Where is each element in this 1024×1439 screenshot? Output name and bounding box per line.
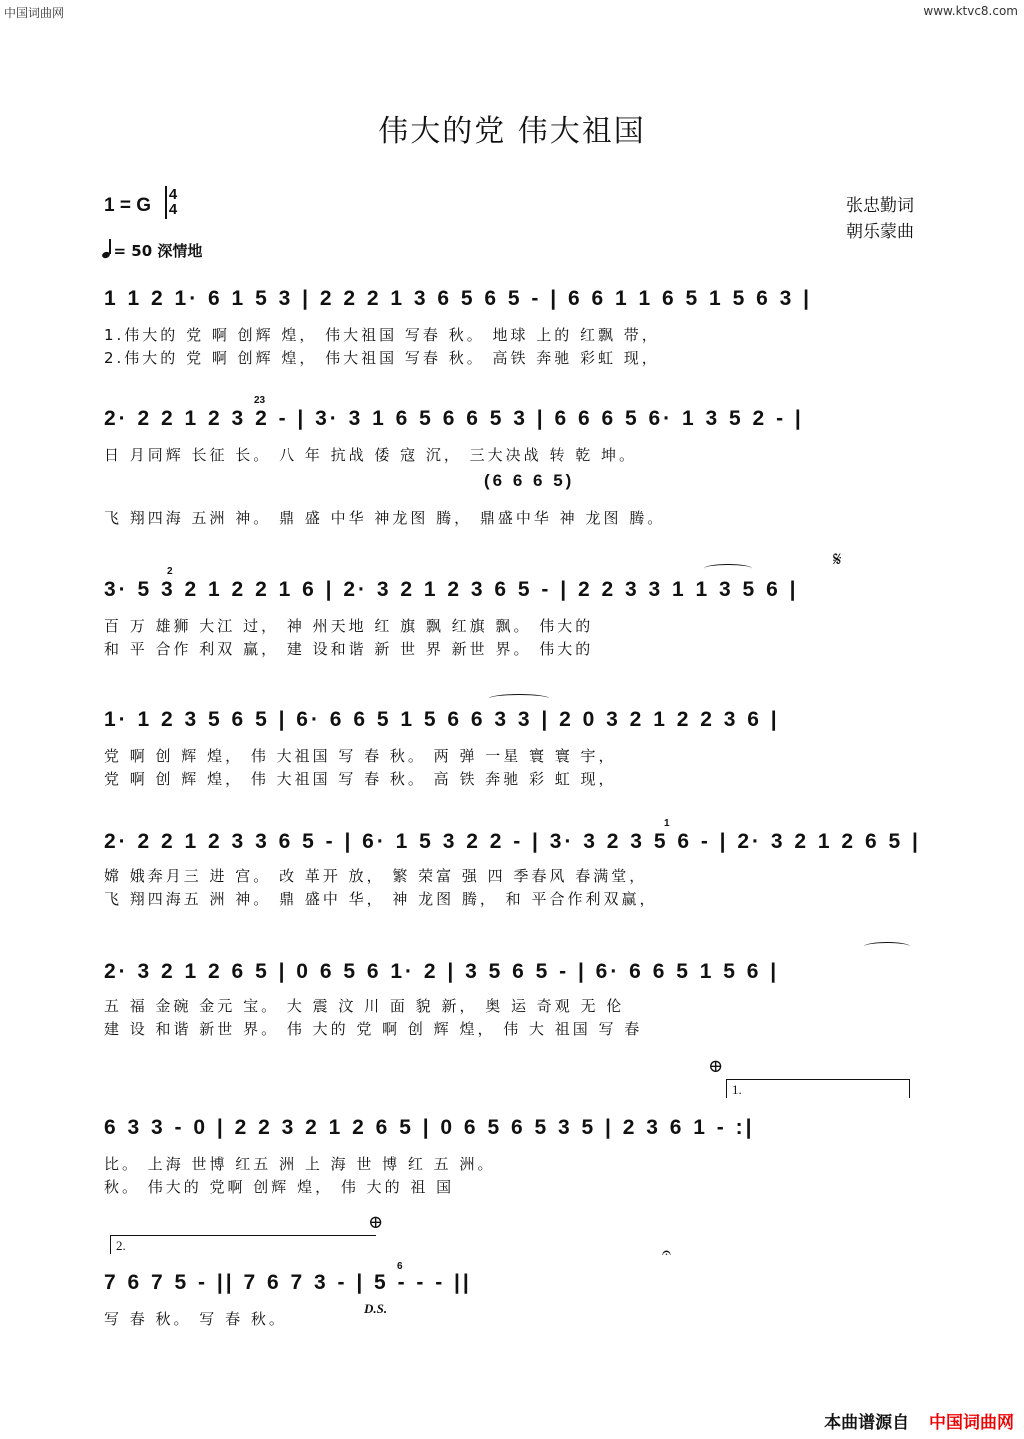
- lyric-verse-2: 2.伟大的 党 啊 创辉 煌， 伟大祖国 写春 秋。 高铁 奔驰 彩虹 现，: [104, 349, 660, 367]
- credits: [846, 193, 914, 245]
- lyric-verse-1: 写 春 秋。 写 春 秋。: [104, 1310, 287, 1328]
- lyric-verse-1: 比。 上海 世博 红五 洲 上 海 世 博 红 五 洲。: [104, 1155, 496, 1173]
- lyric-verse-2: 建 设 和谐 新世 界。 伟 大的 党 啊 创 辉 煌， 伟 大 祖国 写 春: [104, 1020, 643, 1038]
- coda-icon: ⊕: [368, 1212, 384, 1233]
- slur: [704, 564, 752, 573]
- notes-line: 1· 1 2 3 5 6 5 | 6· 6 6 5 1 5 6 6 3 3 | 2 0 3 2 1 2 2 3 6 |: [104, 708, 780, 731]
- ds-marking: D.S.: [364, 1301, 388, 1316]
- lyric-verse-2: 飞 翔四海 五洲 神。 鼎 盛 中华 神龙图 腾， 鼎盛中华 神 龙图 腾。: [104, 509, 666, 527]
- watermark-left: 中国词曲网: [4, 6, 65, 20]
- notes-line: 6 3 3 - 0 | 2 2 3 2 1 2 6 5 | 0 6 5 6 5 3 5 | 2 3 6 1 - :|: [104, 1116, 755, 1139]
- lyric-verse-1: 嫦 娥奔月三 进 宫。 改 革开 放， 繁 荣富 强 四 季春风 春满堂，: [104, 867, 648, 885]
- lyric-verse-1: 1.伟大的 党 啊 创辉 煌， 伟大祖国 写春 秋。 地球 上的 红飘 带，: [104, 326, 660, 344]
- lyric-verse-1: 日 月同辉 长征 长。 八 年 抗战 倭 寇 沉， 三大决战 转 乾 坤。: [104, 446, 637, 464]
- notes-line: 2· 2 2 1 2 3 3 6 5 - | 6· 1 5 3 2 2 - | 3· 3 2 3 5 6 - | 2· 3 2 1 2 6 5 |: [104, 830, 921, 853]
- alt-notes: (6 6 6 5): [484, 471, 575, 490]
- notes-line: 1 1 2 1· 6 1 5 3 | 2 2 2 1 3 6 5 6 5 - | 6 6 1 1 6 5 1 5 6 3 |: [104, 287, 812, 310]
- watermark-right: www.ktvc8.com: [923, 4, 1018, 18]
- grace-note: 1: [664, 818, 670, 829]
- fermata-icon: 𝄐: [662, 1243, 671, 1262]
- slur: [864, 942, 910, 951]
- song-title: 伟大的党 伟大祖国: [378, 114, 646, 149]
- key-signature: 1 = G: [104, 195, 151, 216]
- coda-icon: ⊕: [708, 1056, 724, 1077]
- footer-right: 中国词曲网: [929, 1413, 1014, 1433]
- composer: 朝乐蒙曲: [846, 222, 914, 242]
- notes-line: 2· 3 2 1 2 6 5 | 0 6 5 6 1· 2 | 3 5 6 5 - | 6· 6 6 5 1 5 6 |: [104, 960, 780, 983]
- grace-note: 6: [397, 1261, 403, 1272]
- volta-1-label: 1.: [732, 1082, 742, 1097]
- lyric-verse-1: 百 万 雄狮 大江 过， 神 州天地 红 旗 飘 红旗 飘。 伟大的: [104, 617, 594, 635]
- volta-1: [726, 1079, 910, 1097]
- time-signature: [165, 187, 181, 217]
- footer-source: [824, 1408, 1014, 1433]
- volta-2: [110, 1235, 376, 1253]
- notes-line: 7 6 7 5 - || 7 6 7 3 - | 5 - - - ||: [104, 1271, 472, 1294]
- lyric-verse-1: 五 福 金碗 金元 宝。 大 震 汶 川 面 貌 新， 奥 运 奇观 无 伦: [104, 997, 625, 1015]
- notes-line: 3· 5 3 2 1 2 2 1 6 | 2· 3 2 1 2 3 6 5 - | 2 2 3 3 1 1 3 5 6 |: [104, 578, 799, 601]
- time-bottom: 4: [168, 201, 178, 218]
- lyric-verse-1: 党 啊 创 辉 煌， 伟 大祖国 写 春 秋。 两 弹 一星 寰 寰 宇，: [104, 747, 617, 765]
- grace-note: 2: [167, 566, 173, 577]
- lyric-verse-2: 和 平 合作 利双 赢， 建 设和谐 新 世 界 新世 界。 伟大的: [104, 640, 594, 658]
- footer-left: 本曲谱源自: [824, 1413, 910, 1433]
- grace-note: 23: [254, 395, 266, 406]
- time-top: 4: [168, 186, 178, 203]
- lyric-verse-2: 飞 翔四海五 洲 神。 鼎 盛中 华， 神 龙图 腾， 和 平合作利双赢，: [104, 890, 658, 908]
- lyric-verse-2: 党 啊 创 辉 煌， 伟 大祖国 写 春 秋。 高 铁 奔驰 彩 虹 现，: [104, 770, 617, 788]
- slur: [489, 694, 549, 703]
- volta-2-label: 2.: [116, 1238, 126, 1253]
- segno-icon: 𝄋: [833, 547, 842, 571]
- tempo-marking: [102, 240, 202, 261]
- lyric-verse-2: 秋。 伟大的 党啊 创辉 煌， 伟 大的 祖 国: [104, 1178, 455, 1196]
- tempo-text: = 50 深情地: [113, 242, 203, 260]
- notes-line: 2· 2 2 1 2 3 2 - | 3· 3 1 6 5 6 6 5 3 | 6 6 6 5 6· 1 3 5 2 - |: [104, 407, 804, 430]
- lyricist: 张忠勤词: [846, 196, 914, 216]
